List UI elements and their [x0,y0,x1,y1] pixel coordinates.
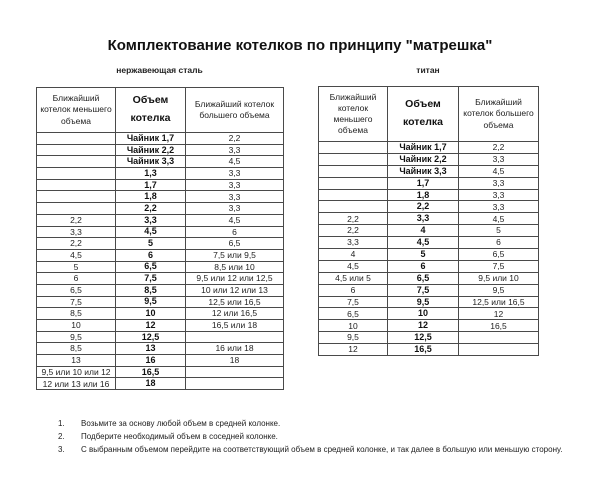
table-cell: 1,7 [388,177,459,189]
table-row [37,214,284,226]
table-row [319,225,539,237]
header-smaller-pot: Ближайший котелок меньшего объема [319,87,388,142]
table-cell: 2,2 [459,142,539,154]
table-cell: 9,5 [459,284,539,296]
table-cell: 5 [116,238,186,250]
table-label-titanium: титан [416,65,440,75]
table-cell [186,331,284,343]
table-cell: 6 [319,284,388,296]
table-cell: 3,3 [186,191,284,203]
table-cell: 2,2 [37,214,116,226]
table-cell: 1,7 [116,179,186,191]
table-cell: 10 или 12 или 13 [186,284,284,296]
table-cell: Чайник 2,2 [116,144,186,156]
table-row [37,308,284,320]
table-cell: 12 или 13 или 16 [37,378,116,390]
table-row [37,249,284,261]
table-row [37,378,284,390]
table-cell: 6,5 [319,308,388,320]
table-cell: 18 [186,355,284,367]
table-cell: 12,5 или 16,5 [186,296,284,308]
stainless-table-body [37,133,284,390]
table-row [37,191,284,203]
table-cell: 5 [37,261,116,273]
instruction-text: Подберите необходимый объем в соседней колонке. [81,432,278,441]
table-cell: Чайник 3,3 [388,165,459,177]
table-cell: 3,3 [459,177,539,189]
table-cell: 3,3 [116,214,186,226]
instruction-number: 2. [58,432,65,441]
table-row [37,296,284,308]
table-row [319,177,539,189]
table-row [37,273,284,285]
table-cell: 9,5 [388,296,459,308]
table-row [37,355,284,367]
table-row [319,272,539,284]
table-cell: Чайник 3,3 [116,156,186,168]
table-cell: 12 [388,320,459,332]
table-cell: 3,3 [186,168,284,180]
table-cell: 12,5 [388,332,459,344]
table-row [37,226,284,238]
table-cell: Чайник 1,7 [388,142,459,154]
table-cell: 2,2 [319,213,388,225]
table-cell: 13 [37,355,116,367]
table-cell: 16,5 [459,320,539,332]
header-pot-volume: Объем котелка [116,88,186,133]
instructions-list [58,417,568,456]
table-cell: 4,5 [186,214,284,226]
table-cell: 8,5 [37,308,116,320]
table-cell: 7,5 [37,296,116,308]
table-cell: 4,5 [116,226,186,238]
table-row [37,261,284,273]
table-row [319,320,539,332]
table-cell: 6,5 [388,272,459,284]
table-cell: 6 [388,260,459,272]
table-cell: 6 [37,273,116,285]
instruction-text: С выбранным объемом перейдите на соответствующий объем в средней колонке, и так далее в большую или меньшую сторону. [81,445,563,454]
table-row [37,203,284,215]
table-cell: 7,5 [459,260,539,272]
table-row [319,153,539,165]
table-cell: 16 или 18 [186,343,284,355]
table-cell: 3,3 [319,237,388,249]
table-cell: 3,3 [186,179,284,191]
table-cell: 4,5 [319,260,388,272]
table-cell: 10 [116,308,186,320]
table-cell: 12 [319,344,388,356]
table-cell: 9,5 или 12 или 12,5 [186,273,284,285]
table-cell: 12 [116,320,186,332]
titanium-table-body [319,142,539,356]
header-smaller-pot: Ближайший котелок меньшего объема [37,88,116,133]
instruction-item [58,417,568,430]
table-row [37,179,284,191]
table-cell: 7,5 [319,296,388,308]
table-cell [37,133,116,145]
table-row [37,320,284,332]
header-larger-pot: Ближайший котелок большего объема [186,88,284,133]
table-cell: 16,5 [388,344,459,356]
table-cell [37,203,116,215]
table-cell: 4,5 [186,156,284,168]
table-label-stainless: нержавеющая сталь [116,65,203,75]
table-cell: Чайник 2,2 [388,153,459,165]
table-cell: 4,5 [459,213,539,225]
table-cell: 7,5 или 9,5 [186,249,284,261]
table-cell [319,177,388,189]
table-row [319,237,539,249]
table-cell: 2,2 [388,201,459,213]
instruction-text: Возьмите за основу любой объем в средней колонке. [81,419,281,428]
table-cell: 4,5 [388,237,459,249]
table-cell: 1,3 [116,168,186,180]
table-cell: 10 [319,320,388,332]
table-cell: 16 [116,355,186,367]
table-cell: 3,3 [186,203,284,215]
table-row [37,133,284,145]
table-cell: 12 [459,308,539,320]
table-cell: 4,5 или 5 [319,272,388,284]
table-row [37,238,284,250]
table-row [37,284,284,296]
table-cell: 2,2 [116,203,186,215]
table-cell [37,168,116,180]
table-cell: 16,5 или 18 [186,320,284,332]
table-cell: 6,5 [459,249,539,261]
table-cell: 3,3 [459,189,539,201]
table-header-row [37,88,284,133]
table-cell: 4,5 [459,165,539,177]
table-cell: 3,3 [388,213,459,225]
table-cell [459,332,539,344]
header-pot-volume: Объем котелка [388,87,459,142]
table-cell: 9,5 или 10 [459,272,539,284]
table-cell: 12 или 16,5 [186,308,284,320]
table-cell [319,142,388,154]
table-cell: 3,3 [459,201,539,213]
table-cell: 6,5 [116,261,186,273]
table-cell: 10 [37,320,116,332]
table-cell: 6 [186,226,284,238]
table-cell [459,344,539,356]
table-cell: Чайник 1,7 [116,133,186,145]
table-cell: 4 [319,249,388,261]
table-cell [186,378,284,390]
table-cell: 3,3 [459,153,539,165]
instruction-item [58,443,568,456]
table-cell: 16,5 [116,366,186,378]
table-cell [319,189,388,201]
table-row [319,308,539,320]
table-row [37,331,284,343]
table-cell: 12,5 или 16,5 [459,296,539,308]
table-row [319,332,539,344]
table-row [319,344,539,356]
table-cell: 8,5 или 10 [186,261,284,273]
table-row [319,189,539,201]
table-cell: 8,5 [116,284,186,296]
table-cell: 6,5 [37,284,116,296]
table-cell [37,191,116,203]
table-row [37,156,284,168]
table-row [319,201,539,213]
instruction-item [58,430,568,443]
table-cell: 5 [388,249,459,261]
table-cell: 6 [116,249,186,261]
table-row [319,249,539,261]
table-cell: 5 [459,225,539,237]
table-cell [37,179,116,191]
table-row [319,284,539,296]
table-row [37,144,284,156]
table-cell: 8,5 [37,343,116,355]
table-cell: 10 [388,308,459,320]
table-cell: 9,5 или 10 или 12 [37,366,116,378]
table-cell: 7,5 [388,284,459,296]
table-cell: 2,2 [186,133,284,145]
table-cell: 12,5 [116,331,186,343]
table-row [319,142,539,154]
page-title: Комплектование котелков по принципу "матрешка" [107,37,493,54]
table-row [319,260,539,272]
table-row [37,366,284,378]
table-row [319,296,539,308]
table-cell: 18 [116,378,186,390]
table-cell: 2,2 [37,238,116,250]
table-cell [319,165,388,177]
table-row [37,343,284,355]
table-cell: 4 [388,225,459,237]
table-cell [186,366,284,378]
table-cell: 3,3 [37,226,116,238]
table-cell: 13 [116,343,186,355]
instruction-number: 3. [58,445,65,454]
table-cell [37,144,116,156]
table-cell: 1,8 [116,191,186,203]
stainless-steel-table [36,87,284,390]
table-cell [319,201,388,213]
table-cell: 7,5 [116,273,186,285]
table-row [319,213,539,225]
instruction-number: 1. [58,419,65,428]
table-header-row [319,87,539,142]
table-cell: 9,5 [319,332,388,344]
table-cell: 4,5 [37,249,116,261]
table-cell: 6,5 [186,238,284,250]
header-larger-pot: Ближайший котелок большего объема [459,87,539,142]
table-cell: 9,5 [116,296,186,308]
table-row [319,165,539,177]
table-row [37,168,284,180]
table-cell: 2,2 [319,225,388,237]
titanium-table [318,86,539,356]
table-cell: 6 [459,237,539,249]
table-cell: 3,3 [186,144,284,156]
table-cell: 9,5 [37,331,116,343]
table-cell [319,153,388,165]
table-cell [37,156,116,168]
table-cell: 1,8 [388,189,459,201]
